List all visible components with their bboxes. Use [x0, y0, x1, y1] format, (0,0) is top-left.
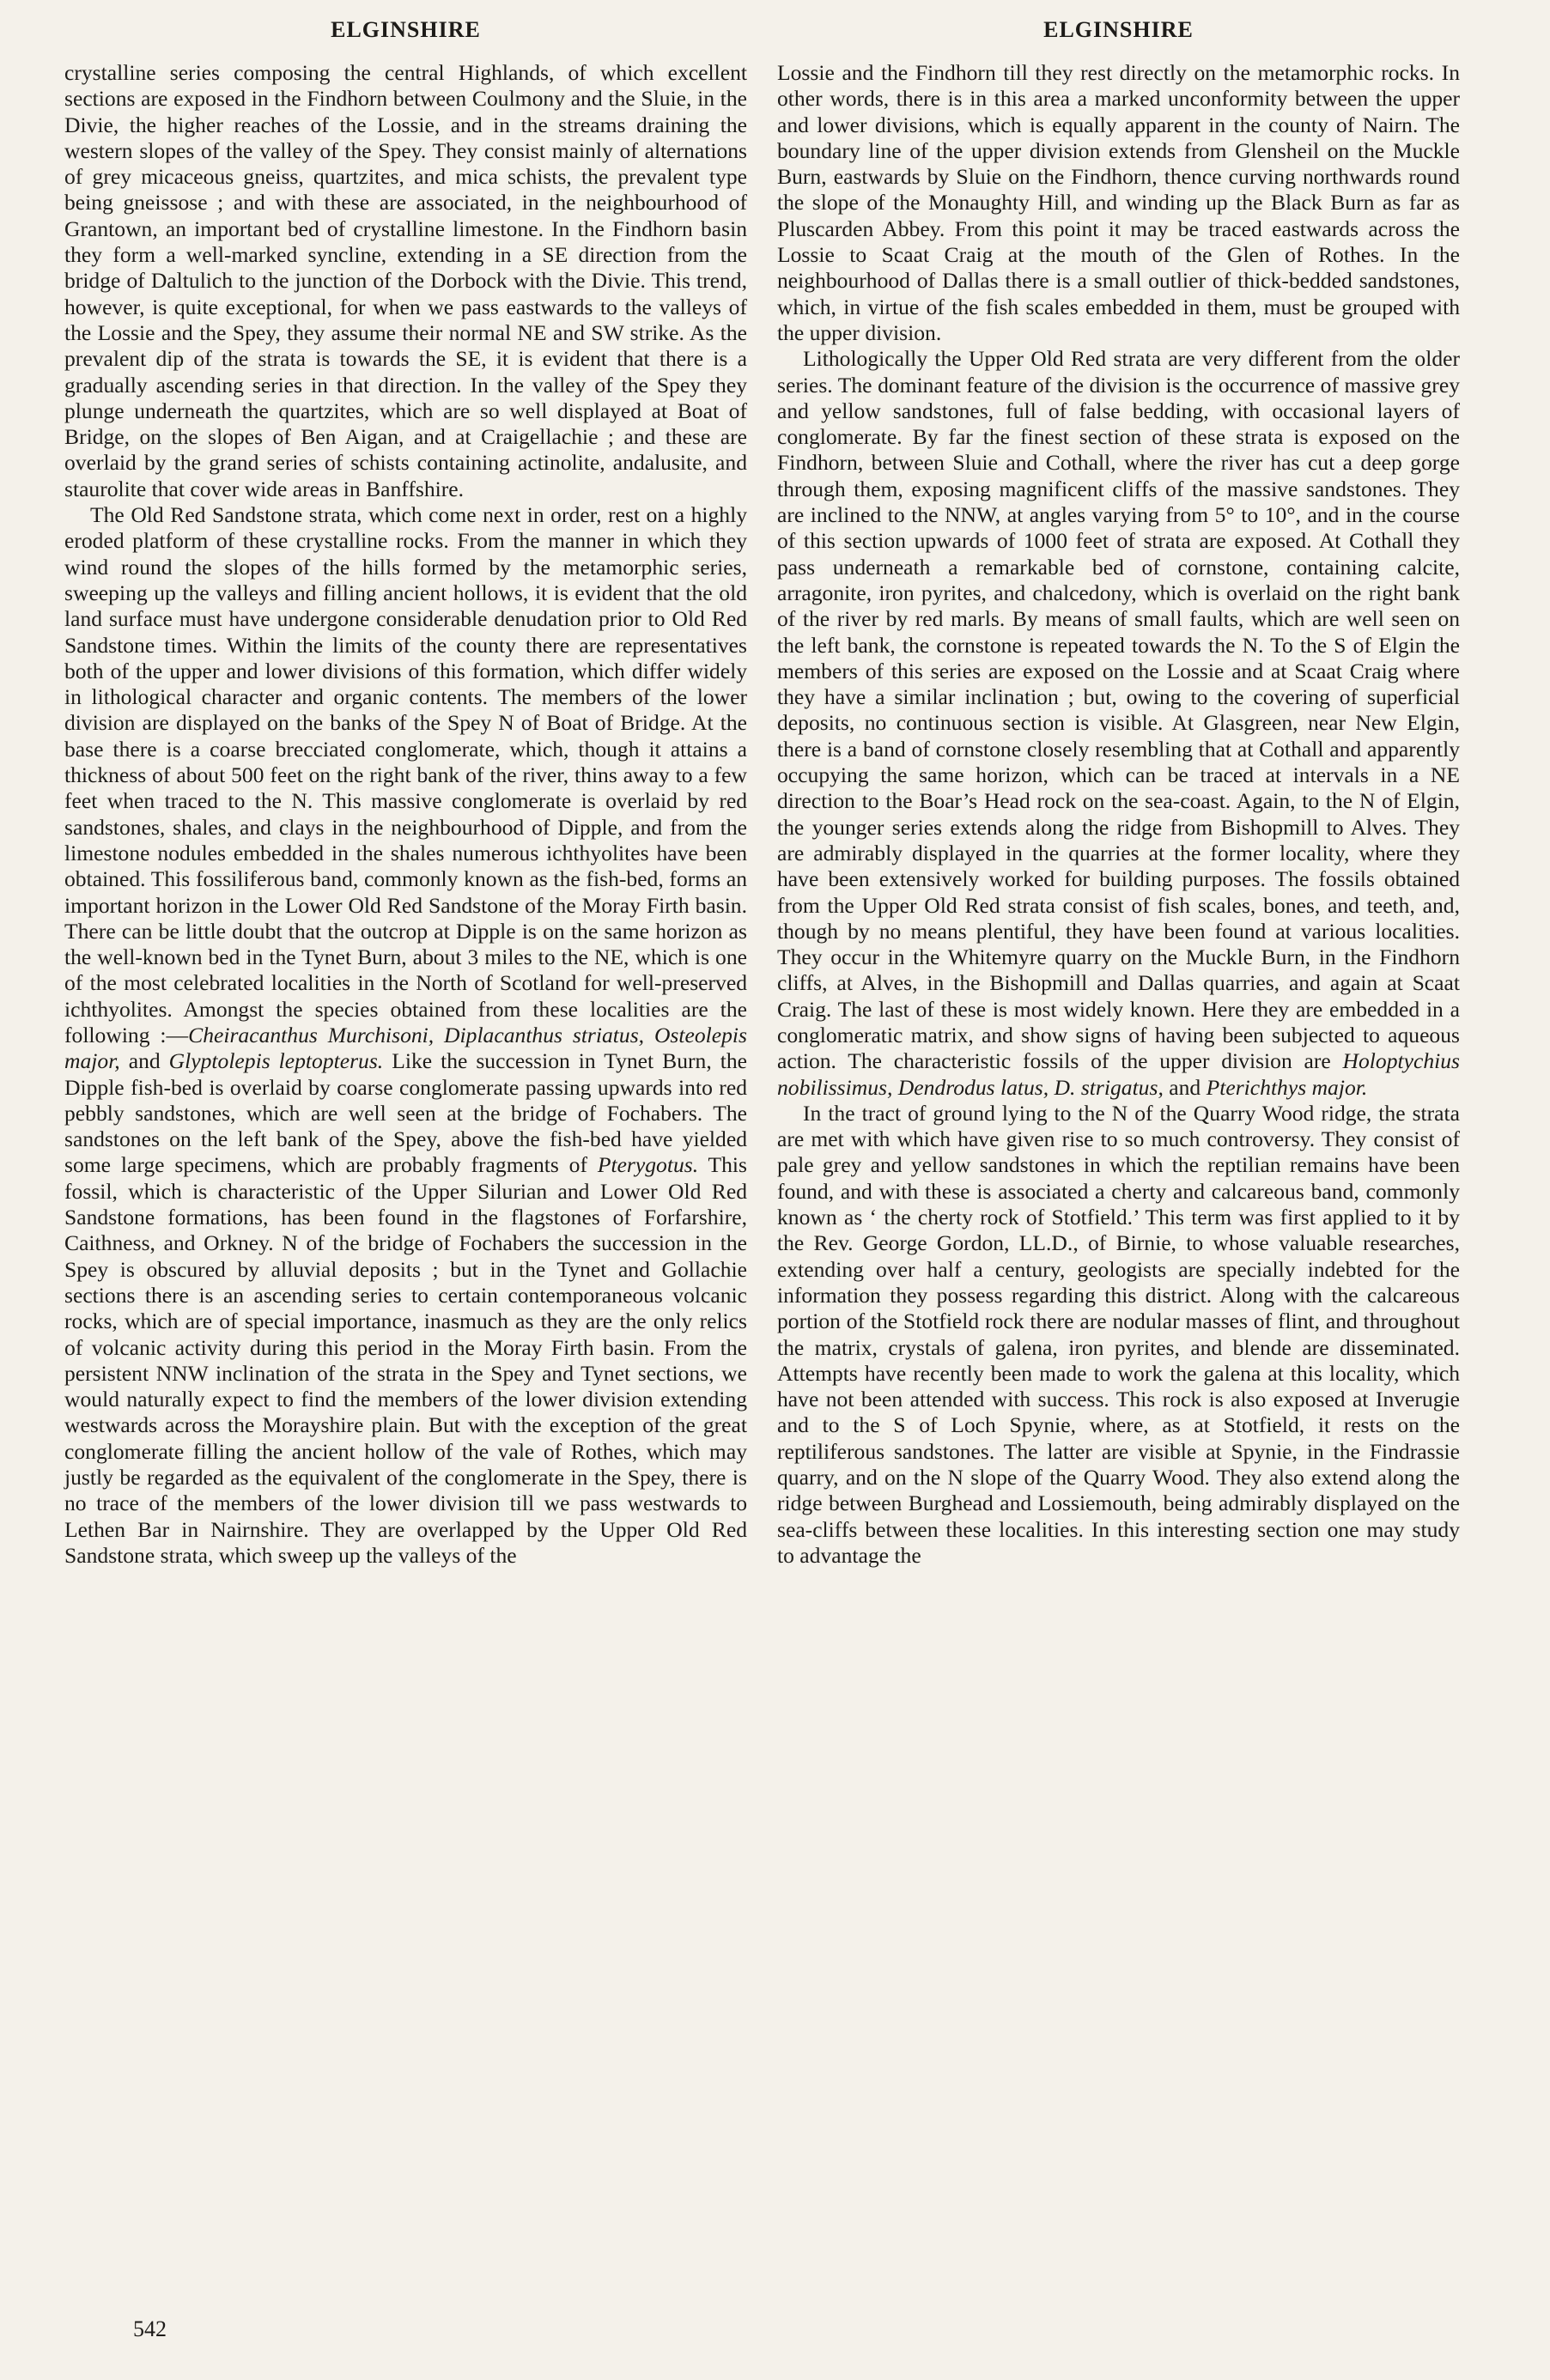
species-list-1: Cheiracanthus Murchisoni, Diplacanthus striatus, Osteolepis major,	[64, 1022, 747, 1074]
species-pterygotus: Pterygotus.	[597, 1152, 699, 1178]
left-paragraph-2-text-c: This fossil, which is characteristic of the Upper Silurian and Lower Old Red Sandstone formations, has been found in the flagstones of Forfarshire, Caithness, and Orkney. N of the bridge of Fochabers the succession in the Spey is obscured by alluvial deposits ; but in the Tynet and Gollachie sections there is an ascending series to certain contemporaneous volcanic rocks, which are of special importance, inasmuch as they are the only relics of volcanic activity during this period in the Moray Firth basin. From the persistent NNW inclination of the strata in the Spey and Tynet sections, we would naturally expect to find the members of the lower division extending westwards across the Morayshire plain. But with the exception of the great conglomerate filling the ancient hollow of the vale of Rothes, which may justly be regarded as the equivalent of the conglomerate in the Spey, there is no trace of the members of the lower division till we pass westwards to Lethen Bar in Nairnshire. They are overlapped by the Upper Old Red Sandstone strata, which sweep up the valleys of the	[64, 1152, 747, 1568]
left-paragraph-2-text-a: The Old Red Sandstone strata, which come next in order, rest on a highly eroded platform of these crystalline rocks. From the manner in which they wind round the slopes of the hills formed by the metamorphic series, sweeping up the valleys and filling ancient hollows, it is evident that the old land surface must have undergone considerable denudation prior to Old Red Sandstone times. Within the limits of the county there are representatives both of the upper and lower divisions of this formation, which differ widely in lithological character and organic contents. The members of the lower division are displayed on the banks of the Spey N of Boat of Bridge. At the base there is a coarse brecciated conglomerate, which, though it attains a thickness of about 500 feet on the right bank of the river, thins away to a few feet when traced to the N. This massive conglomerate is overlaid by red sandstones, shales, and clays in the neighbourhood of Dipple, and from the limestone nodules embedded in the shales numerous ichthyolites have been obtained. This fossiliferous band, commonly known as the fish-bed, forms an important horizon in the Lower Old Red Sandstone of the Moray Firth basin. There can be little doubt that the outcrop at Dipple is on the same horizon as the well-known bed in the Tynet Burn, about 3 miles to the NE, which is one of the most celebrated localities in the North of Scotland for well-preserved ichthyolites. Amongst the species obtained from these localities are the following :—	[64, 502, 747, 1047]
conjunction-and-1: and	[119, 1048, 169, 1074]
conjunction-and-2: and	[1163, 1074, 1207, 1100]
right-paragraph-2	[777, 346, 1460, 1101]
right-paragraph-2-text-a: Lithologically the Upper Old Red strata are very different from the older series. The dominant feature of the division is the occurrence of massive grey and yellow sandstones, full of false bedding, with occasional layers of conglomerate. By far the finest section of these strata is exposed on the Findhorn, between Sluie and Cothall, where the river has cut a deep gorge through them, exposing magnificent cliffs of the massive sandstones. They are inclined to the NNW, at angles varying from 5° to 10°, and in the course of this section upwards of 1000 feet of strata are exposed. At Cothall they pass underneath a remarkable bed of cornstone, containing calcite, arragonite, iron pyrites, and chalcedony, which is overlaid on the right bank of the river by red marls. By means of small faults, which are well seen on the left bank, the cornstone is repeated towards the N. To the S of Elgin the members of this series are exposed on the Lossie and at Scaat Craig where they have a similar inclination ; but, owing to the covering of superficial deposits, no continuous section is visible. At Glasgreen, near New Elgin, there is a band of cornstone closely resembling that at Cothall and apparently occupying the same horizon, which can be traced at intervals in a NE direction to the Boar’s Head rock on the sea-coast. Again, to the N of Elgin, the younger series extends along the ridge from Bishopmill to Alves. They are admirably displayed in the quarries at the former locality, where they have been extensively worked for building purposes. The fossils obtained from the Upper Old Red strata consist of fish scales, bones, and teeth, and, though by no means plentiful, they have been found at various localities. They occur in the Whitemyre quarry on the Muckle Burn, in the Findhorn cliffs, at Alves, in the Bishopmill and Dallas quarries, and again at Scaat Craig. The last of these is most widely known. Here they are embedded in a conglomeratic matrix, and show signs of having been subjected to aqueous action. The characteristic fossils of the upper division are	[777, 346, 1460, 1074]
right-paragraph-1: Lossie and the Findhorn till they rest directly on the metamorphic rocks. In other words, there is in this area a marked unconformity between the upper and lower divisions, which is equally apparent in the county of Nairn. The boundary line of the upper division extends from Glensheil on the Muckle Burn, eastwards by Sluie on the Findhorn, thence curving northwards round the slope of the Monaughty Hill, and winding up the Black Burn as far as Pluscarden Abbey. From this point it may be traced eastwards across the Lossie to Scaat Craig at the mouth of the Glen of Rothes. In the neighbourhood of Dallas there is a small outlier of thick-bedded sandstones, which, in virtue of the fish scales embedded in them, must be grouped with the upper division.	[777, 60, 1460, 345]
species-glyptolepis: Glyptolepis leptopterus.	[168, 1048, 384, 1074]
left-paragraph-1: crystalline series composing the central Highlands, of which excellent sections are exposed in the Findhorn between Coulmony and the Sluie, in the Divie, the higher reaches of the Lossie, and in the streams draining the western slopes of the valley of the Spey. They consist mainly of alternations of grey micaceous gneiss, quartzites, and mica schists, the prevalent type being gneissose ; and with these are associated, in the neighbourhood of Grantown, an important bed of crystalline limestone. In the Findhorn basin they form a well-marked syncline, extending in a SE direction from the bridge of Daltulich to the junction of the Dorbock with the Divie. This trend, however, is quite exceptional, for when we pass eastwards to the valleys of the Lossie and the Spey, they assume their normal NE and SW strike. As the prevalent dip of the strata is towards the SE, it is evident that there is a gradually ascending series in that direction. In the valley of the Spey they plunge underneath the quartzites, which are so well displayed at Boat of Bridge, on the slopes of Ben Aigan, and at Craigellachie ; and these are overlaid by the grand series of schists containing actinolite, andalusite, and staurolite that cover wide areas in Banffshire.	[64, 60, 747, 501]
right-column	[777, 60, 1460, 1569]
left-paragraph-2-text-b: Like the succession in Tynet Burn, the Dipple fish-bed is overlaid by coarse conglomerate passing upwards into red pebbly sandstones, which are well seen at the bridge of Fochabers. The sandstones on the left bank of the Spey, above the fish-bed have yielded some large specimens, which are probably fragments of	[64, 1048, 747, 1178]
left-paragraph-2	[64, 502, 747, 1569]
right-paragraph-3: In the tract of ground lying to the N of the Quarry Wood ridge, the strata are met with which have given rise to so much controversy. They consist of pale grey and yellow sandstones in which the reptilian remains have been found, and with these is associated a cherty and calcareous band, commonly known as ‘ the cherty rock of Stotfield.’ This term was first applied to it by the Rev. George Gordon, LL.D., of Birnie, to whose valuable researches, extending over half a century, geologists are specially indebted for the information they possess regarding this district. Along with the calcareous portion of the Stotfield rock there are nodular masses of flint, and throughout the matrix, crystals of galena, iron pyrites, and blende are disseminated. Attempts have recently been made to work the galena at this locality, which have not been attended with success. This rock is also exposed at Inverugie and to the S of Loch Spynie, where, as at Stotfield, it rests on the reptiliferous sandstones. The latter are visible at Spynie, in the Findrassie quarry, and on the N slope of the Quarry Wood. They also extend along the ridge between Burghead and Lossiemouth, being admirably displayed on the sea-cliffs between these localities. In this interesting section one may study to advantage the	[777, 1100, 1460, 1568]
running-head-right: ELGINSHIRE	[1043, 17, 1194, 42]
left-column	[64, 60, 747, 1569]
species-pterichthys: Pterichthys major.	[1206, 1074, 1368, 1100]
running-head-left: ELGINSHIRE	[331, 17, 481, 42]
page-number: 542	[133, 2316, 167, 2341]
species-list-2: Holoptychius nobilissimus, Dendrodus latus, D. strigatus,	[777, 1048, 1460, 1100]
